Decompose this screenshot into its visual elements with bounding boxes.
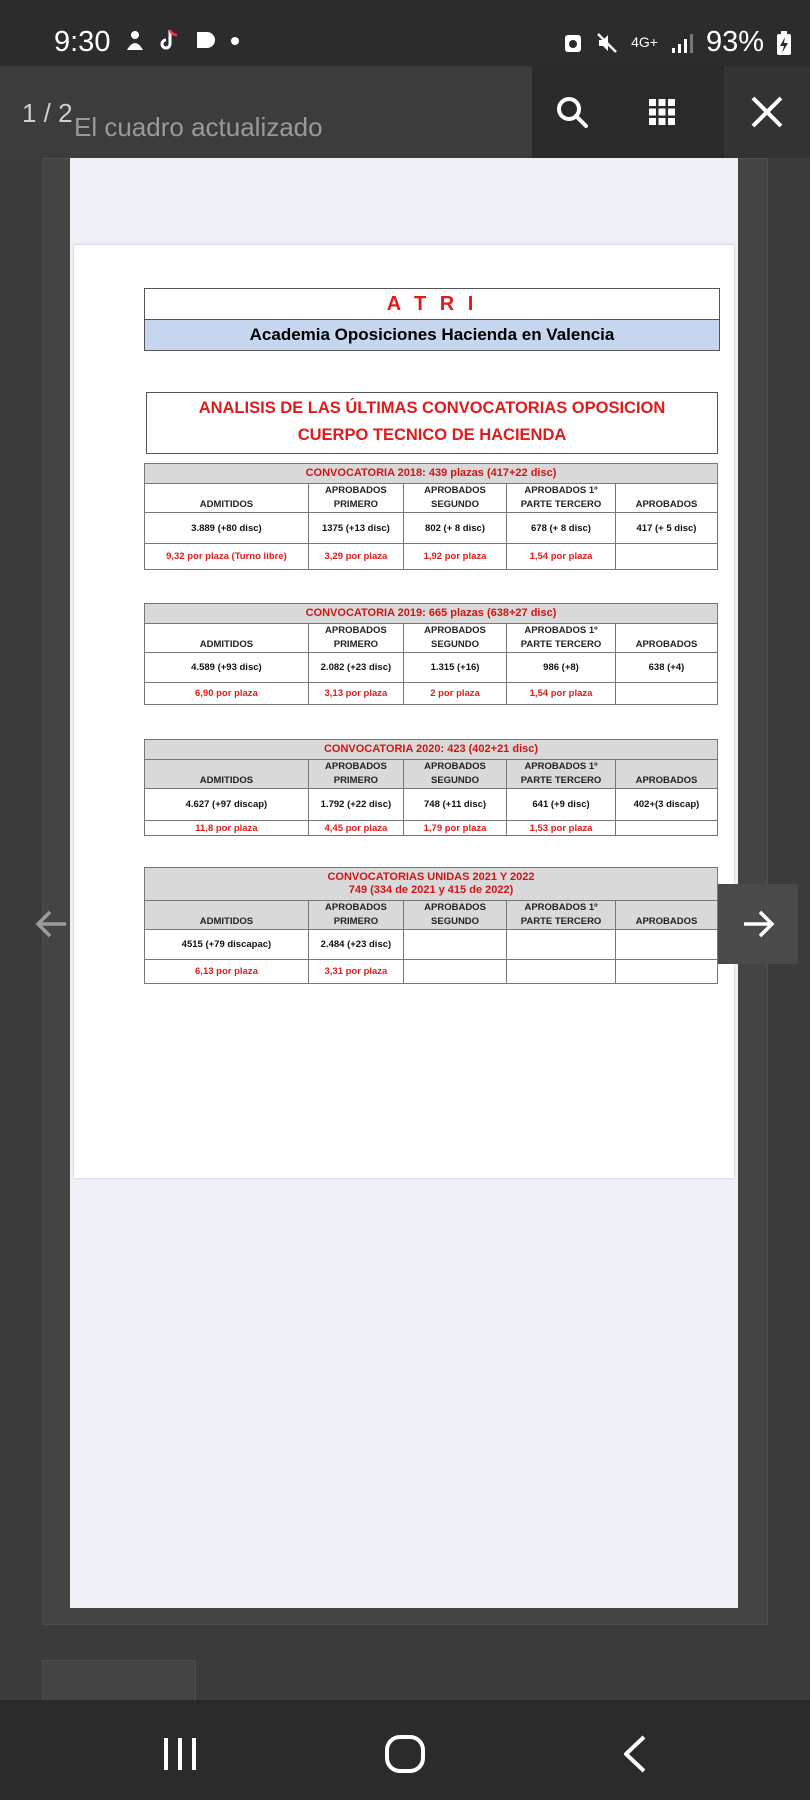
scanned-table-image: [74, 245, 734, 1178]
cell-value: [507, 930, 616, 960]
col-aprobados: APROBADOS: [615, 484, 717, 513]
system-nav-bar: [0, 1700, 810, 1800]
cell-value: 4.627 (+97 discap): [145, 789, 309, 821]
cell-ratio: 3,29 por plaza: [308, 544, 403, 570]
cell-value: [403, 930, 506, 960]
notification-icons: [124, 28, 240, 56]
viewer-toolbar: [0, 66, 810, 158]
cell-value: 1.315 (+16): [403, 653, 506, 683]
convocatoria-table: [144, 463, 718, 570]
grid-view-button[interactable]: [634, 84, 690, 140]
network-type: 4G+: [631, 34, 658, 50]
table-title: CONVOCATORIA 2020: 423 (402+21 disc): [145, 740, 718, 760]
tiktok-icon: [159, 28, 181, 52]
cell-value: 986 (+8): [507, 653, 616, 683]
cell-ratio: [403, 960, 506, 984]
recycle-icon: [563, 32, 583, 54]
cell-ratio: [615, 821, 717, 836]
col-aprobados-primero: APROBADOS PRIMERO: [308, 484, 403, 513]
col-aprobados: APROBADOS: [615, 901, 717, 930]
cell-value: 2.082 (+23 disc): [308, 653, 403, 683]
cell-value: 4.589 (+93 disc): [145, 653, 309, 683]
cell-ratio: 9,32 por plaza (Turno libre): [145, 544, 309, 570]
academy-header: [144, 288, 720, 351]
cell-ratio: 11,8 por plaza: [145, 821, 309, 836]
close-button[interactable]: [724, 66, 810, 158]
arrow-left-icon: [34, 884, 70, 964]
search-icon: [555, 95, 589, 129]
col-aprobados-segundo: APROBADOS SEGUNDO: [403, 901, 506, 930]
page-indicator: 1 / 2: [22, 98, 73, 128]
col-admitidos: ADMITIDOS: [145, 484, 309, 513]
cell-ratio: 1,54 por plaza: [507, 683, 616, 705]
battery-percent: 93%: [705, 26, 764, 58]
signal-icon: [670, 32, 694, 54]
table-title: CONVOCATORIA 2018: 439 plazas (417+22 disc): [145, 464, 718, 484]
next-page-button[interactable]: [718, 884, 798, 964]
cell-ratio: [615, 683, 717, 705]
cell-value: 3.889 (+80 disc): [145, 513, 309, 544]
cell-value: 1375 (+13 disc): [308, 513, 403, 544]
col-aprobados-segundo: APROBADOS SEGUNDO: [403, 624, 506, 653]
cell-ratio: [615, 960, 717, 984]
play-icon: [193, 28, 217, 52]
cell-ratio: 6,90 por plaza: [145, 683, 309, 705]
analysis-heading: [146, 392, 718, 454]
notification-app-icon: [124, 28, 146, 52]
toolbar-actions: [532, 66, 810, 158]
analysis-line-2: CUERPO TECNICO DE HACIENDA: [297, 426, 567, 444]
cell-ratio: 6,13 por plaza: [145, 960, 309, 984]
cell-ratio: 4,45 por plaza: [308, 821, 403, 836]
cell-ratio: [507, 960, 616, 984]
recent-apps-button[interactable]: [160, 1736, 200, 1777]
cell-ratio: 2 por plaza: [403, 683, 506, 705]
cell-ratio: 3,13 por plaza: [308, 683, 403, 705]
status-bar: [0, 0, 810, 66]
previous-page-button[interactable]: [34, 884, 70, 974]
col-aprobados-primero: APROBADOS PRIMERO: [308, 901, 403, 930]
cell-value: 748 (+11 disc): [403, 789, 506, 821]
table-title: CONVOCATORIAS UNIDAS 2021 Y 2022 749 (334 de 2021 y 415 de 2022): [145, 868, 718, 901]
convocatoria-table: [144, 867, 718, 984]
col-aprobados-tercero: APROBADOS 1º PARTE TERCERO: [507, 484, 616, 513]
cell-ratio: 3,31 por plaza: [308, 960, 403, 984]
home-icon: [384, 1734, 426, 1774]
col-aprobados-segundo: APROBADOS SEGUNDO: [403, 760, 506, 789]
back-button[interactable]: [620, 1734, 650, 1779]
col-aprobados-primero: APROBADOS PRIMERO: [308, 624, 403, 653]
col-admitidos: ADMITIDOS: [145, 624, 309, 653]
cell-ratio: [615, 544, 717, 570]
convocatoria-table: [144, 739, 718, 836]
table-title: CONVOCATORIA 2019: 665 plazas (638+27 disc): [145, 604, 718, 624]
col-aprobados-tercero: APROBADOS 1º PARTE TERCERO: [507, 901, 616, 930]
cell-value: 402+(3 discap): [615, 789, 717, 821]
col-aprobados-primero: APROBADOS PRIMERO: [308, 760, 403, 789]
academy-subtitle: Academia Oposiciones Hacienda en Valencia: [145, 320, 719, 350]
cell-value: 417 (+ 5 disc): [615, 513, 717, 544]
cell-value: 641 (+9 disc): [507, 789, 616, 821]
status-right-icons: [563, 26, 792, 59]
back-icon: [620, 1734, 650, 1774]
cell-value: 1.792 (+22 disc): [308, 789, 403, 821]
cell-value: 638 (+4): [615, 653, 717, 683]
cell-ratio: 1,92 por plaza: [403, 544, 506, 570]
home-button[interactable]: [384, 1734, 426, 1779]
cell-value: [615, 930, 717, 960]
analysis-line-1: ANALISIS DE LAS ÚLTIMAS CONVOCATORIAS OPOSICION: [198, 399, 666, 417]
status-time: 9:30: [54, 26, 111, 58]
close-icon: [750, 95, 784, 129]
col-admitidos: ADMITIDOS: [145, 901, 309, 930]
col-aprobados-segundo: APROBADOS SEGUNDO: [403, 484, 506, 513]
col-aprobados-tercero: APROBADOS 1º PARTE TERCERO: [507, 760, 616, 789]
search-button[interactable]: [544, 84, 600, 140]
grid-icon: [648, 98, 676, 126]
academy-name: A T R I: [145, 289, 719, 320]
document-title: El cuadro actualizado: [74, 112, 323, 142]
cell-ratio: 1,54 por plaza: [507, 544, 616, 570]
cell-ratio: 1,79 por plaza: [403, 821, 506, 836]
cell-ratio: 1,53 por plaza: [507, 821, 616, 836]
mute-icon: [595, 31, 619, 55]
col-aprobados-tercero: APROBADOS 1º PARTE TERCERO: [507, 624, 616, 653]
dot-icon: [230, 28, 240, 52]
recent-apps-icon: [160, 1736, 200, 1772]
cell-value: 4515 (+79 discapac): [145, 930, 309, 960]
cell-value: 802 (+ 8 disc): [403, 513, 506, 544]
battery-charging-icon: [776, 30, 792, 56]
arrow-right-icon: [740, 906, 776, 942]
col-admitidos: ADMITIDOS: [145, 760, 309, 789]
cell-value: 2.484 (+23 disc): [308, 930, 403, 960]
col-aprobados: APROBADOS: [615, 760, 717, 789]
cell-value: 678 (+ 8 disc): [507, 513, 616, 544]
convocatoria-table: [144, 603, 718, 705]
col-aprobados: APROBADOS: [615, 624, 717, 653]
